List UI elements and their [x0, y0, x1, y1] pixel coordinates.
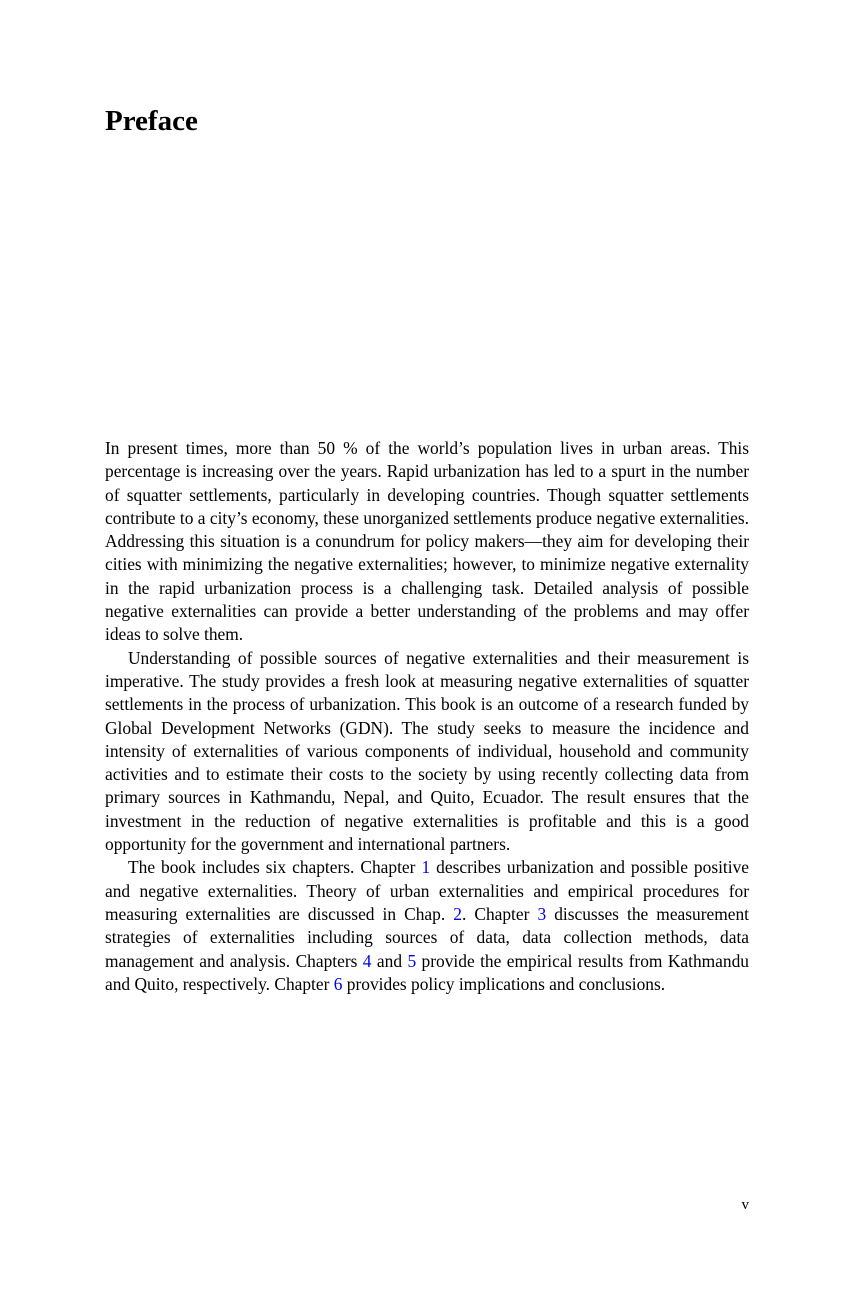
paragraph-2: Understanding of possible sources of negative externalities and their measurement is imperative. The study provides a fresh look at measuring negative externalities of squatter settlements in the process of urbanization. This book is an outcome of a research funded by Global Development Networks (GDN). The study seeks to measure the incidence and intensity of externalities of various components of individual, household and community activities and to estimate their costs to the society by using recently collecting data from primary sources in Kathmandu, Nepal, and Quito, Ecuador. The result ensures that the investment in the reduction of negative externalities is profitable and this is a good opportunity for the government and international partners. — [105, 647, 749, 855]
chapter-1-link[interactable]: 1 — [421, 857, 431, 878]
text-segment: describes urbanization and possible positive and negative externalities. Theory of urban externalities and empirical procedures for measuring externalities are discussed in Chap. — [105, 857, 749, 924]
text-segment: discusses the measurement strategies of externalities including sources of data, data collection methods, data management and analysis. Chapters — [105, 903, 750, 971]
chapter-3-link[interactable]: 3 — [537, 903, 547, 924]
text-segment: The book includes six chapters. Chapter — [128, 857, 422, 878]
paragraph-1: In present times, more than 50 % of the world’s population lives in urban areas. This percentage is increasing over the years. Rapid urbanization has led to a spurt in the number of squatter settlements, particularly in developing countries. Though squatter settlements contribute to a city’s economy, these unorganized settlements produce negative externalities. Addressing this situation is a conundrum for policy makers—they aim for developing their cities with minimizing the negative externalities; however, to minimize negative externality in the rapid urbanization process is a challenging task. Detailed analysis of possible negative externalities can provide a better understanding of the problems and may offer ideas to solve them. — [105, 438, 749, 645]
page-number: v — [741, 1197, 749, 1213]
text-segment: provides policy implications and conclusions. — [342, 973, 666, 994]
text-segment: and — [371, 950, 408, 971]
chapter-6-link[interactable]: 6 — [333, 973, 343, 994]
page-title: Preface — [105, 105, 198, 137]
paragraph-3 — [105, 856, 749, 996]
chapter-4-link[interactable]: 4 — [362, 950, 372, 971]
text-segment: provide the empirical results from Kathmandu and Quito, respectively. Chapter — [105, 950, 749, 994]
preface-body — [105, 437, 749, 996]
chapter-2-link[interactable]: 2 — [453, 903, 462, 924]
chapter-5-link[interactable]: 5 — [407, 950, 417, 971]
text-segment: . Chapter — [461, 903, 538, 924]
